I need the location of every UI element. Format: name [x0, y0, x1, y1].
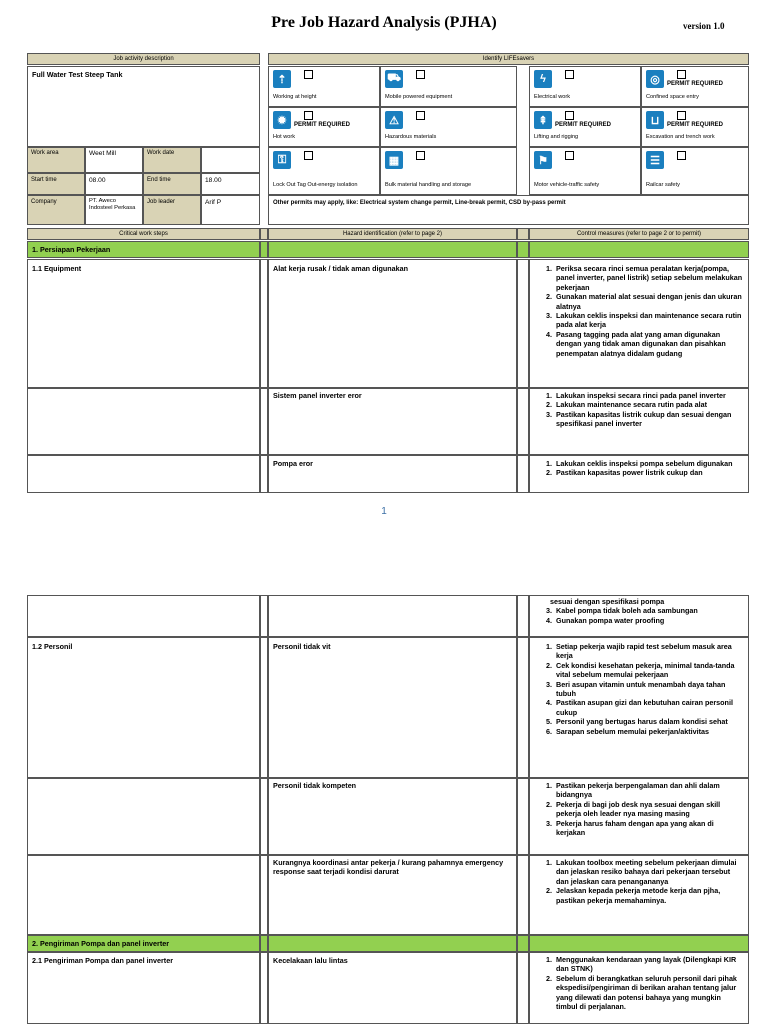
job-leader-label: Job leader [143, 195, 201, 225]
lifesaver-checkbox[interactable] [416, 70, 425, 79]
lifesaver-cell [641, 147, 749, 195]
lifesaver-checkbox[interactable] [677, 151, 686, 160]
control-list-2 [530, 391, 744, 429]
hazard-3: Pompa eror [268, 455, 517, 493]
lifesaver-cell [268, 107, 380, 147]
spacer-cell [260, 259, 268, 388]
work-date-label: Work date [143, 147, 201, 173]
control-item: 2. Lakukan maintenance secara rutin pada alat [554, 400, 744, 409]
spacer-cell [260, 637, 268, 778]
railcar-icon: ☰ [646, 151, 664, 169]
lifesaver-checkbox[interactable] [565, 70, 574, 79]
spacer-cell [260, 455, 268, 493]
spacer-cell [260, 778, 268, 855]
work-date-value [201, 147, 260, 173]
permit-required-label: PERMIT REQUIRED [667, 122, 724, 128]
end-time-label: End time [143, 173, 201, 195]
lifesaver-label: Lock Out Tag Out-energy isolation [273, 182, 358, 188]
control-item: 3. Kabel pompa tidak boleh ada sambungan [554, 606, 744, 615]
hazard-7: Kecelakaan lalu lintas [268, 952, 517, 1024]
control-list-5 [530, 781, 744, 837]
hazard-5: Personil tidak kompeten [268, 778, 517, 855]
document-title: Pre Job Hazard Analysis (PJHA) [271, 14, 497, 31]
section-1-fill [268, 241, 517, 258]
version-label: version 1.0 [683, 21, 725, 31]
control-list-3 [530, 459, 744, 478]
hazard-4: Personil tidak vit [268, 637, 517, 778]
lifesaver-cell [380, 107, 517, 147]
control-list-1 [530, 264, 744, 358]
spacer-cell [517, 952, 529, 1024]
lifesaver-checkbox[interactable] [304, 70, 313, 79]
control-item: 4. Gunakan pompa water proofing [554, 616, 744, 625]
lifesaver-cell [529, 147, 641, 195]
hazmat-icon: ⚠ [385, 111, 403, 129]
control-item: 3. Pastikan kapasitas listrik cukup dan sesuai dengan spesifikasi panel inverter [554, 410, 744, 429]
job-leader-value: Arif P [201, 195, 260, 225]
control-3-continued [529, 595, 749, 637]
control-7 [529, 952, 749, 1024]
lifesaver-checkbox[interactable] [304, 151, 313, 160]
lifesaver-label: Bulk material handling and storage [385, 182, 472, 188]
control-item: 2. Gunakan material alat sesuai dengan jenis dan ukuran alatnya [554, 292, 744, 311]
permit-required-label: PERMIT REQUIRED [294, 122, 351, 128]
step-empty [27, 455, 260, 493]
control-item: 1. Periksa secara rinci semua peralatan kerja(pompa, panel inverter, panel listrik) setiap sebelum melakukan pekerjaan [554, 264, 744, 292]
lifesaver-label: Mobile powered equipment [385, 94, 453, 100]
section-2-title: 2. Pengiriman Pompa dan panel inverter [27, 935, 260, 952]
hazard-1: Alat kerja rusak / tidak aman digunakan [268, 259, 517, 388]
step-1-1: 1.1 Equipment [27, 259, 260, 388]
hotwork-icon: ✹ [273, 111, 291, 129]
control-item: 3. Pekerja harus faham dengan apa yang akan di kerjakan [554, 819, 744, 838]
control-item: 1. Setiap pekerja wajib rapid test sebelum masuk area kerja [554, 642, 744, 661]
control-list-7 [530, 955, 744, 1011]
section-1-title: 1. Persiapan Pekerjaan [27, 241, 260, 258]
hazard-2: Sistem panel inverter eror [268, 388, 517, 455]
lifesaver-checkbox[interactable] [565, 111, 574, 120]
spacer-cell [260, 952, 268, 1024]
spacer-cell [517, 388, 529, 455]
step-1-2: 1.2 Personil [27, 637, 260, 778]
lifesaver-cell [641, 107, 749, 147]
start-time-value: 08.00 [85, 173, 143, 195]
control-list-3b [530, 606, 744, 625]
step-empty [27, 388, 260, 455]
end-time-value: 18.00 [201, 173, 260, 195]
spacer-header [260, 228, 268, 240]
control-item: 1. Lakukan ceklis inspeksi pompa sebelum digunakan [554, 459, 744, 468]
lifesaver-checkbox[interactable] [416, 111, 425, 120]
job-activity-header: Job activity description [27, 53, 260, 65]
lifesaver-label: Confined space entry [646, 94, 699, 100]
control-list-6 [530, 858, 744, 905]
control-item: 1. Pastikan pekerja berpengalaman dan ahli dalam bidangnya [554, 781, 744, 800]
lifesaver-label: Hazardous materials [385, 134, 437, 140]
lifesaver-cell [641, 66, 749, 107]
lifesaver-label: Excavation and trench work [646, 134, 715, 140]
lifesaver-cell [380, 66, 517, 107]
step-empty [27, 595, 260, 637]
hazard-empty [268, 595, 517, 637]
section-1-fill [517, 241, 529, 258]
spacer-cell [517, 637, 529, 778]
traffic-icon: ⚑ [534, 151, 552, 169]
control-item: 2. Pekerja di bagi job desk nya sesuai dengan skill pekerja oleh leader nya masing masing [554, 800, 744, 819]
lifesaver-cell [529, 107, 641, 147]
lifesaver-label: Hot work [273, 134, 296, 140]
lifesaver-checkbox[interactable] [416, 151, 425, 160]
control-item: 1. Lakukan toolbox meeting sebelum pekerjaan dimulai dan jelaskan resiko bahaya dari pekerjaan tersebut dan jelaskan cara penangananya [554, 858, 744, 886]
hazard-6: Kurangnya koordinasi antar pekerja / kurang pahamnya emergency response saat terjadi kondisi darurat [268, 855, 517, 935]
spacer-cell [517, 855, 529, 935]
lifesaver-cell [268, 66, 380, 107]
section-2-fill [260, 935, 268, 952]
other-permits-note: Other permits may apply, like: Electrical system change permit, Line-break permit, CSD by-pass permit [268, 195, 749, 225]
lifesaver-cell [380, 147, 517, 195]
spacer-cell [517, 455, 529, 493]
loto-icon: ⚿ [273, 151, 291, 169]
spacer-header-2 [517, 228, 529, 240]
step-empty [27, 778, 260, 855]
control-item: 2. Jelaskan kepada pekerja metode kerja dan pjha, pastikan pekerja memahaminya. [554, 886, 744, 905]
section-1-fill [529, 241, 749, 258]
company-label: Company [27, 195, 85, 225]
lifesaver-label: Motor vehicle-traffic safety [534, 182, 600, 188]
lifesaver-label: Railcar safety [646, 182, 680, 188]
lifesaver-label: Working at height [273, 94, 317, 100]
control-item: 2. Sebelum di berangkatkan seluruh personil dari pihak ekspedisi/pengiriman di berikan arahan tentang jalur yang dilewati dan potensi bahaya yang mungkin timbul di perjalanan. [554, 974, 744, 1012]
section-2-fill [517, 935, 529, 952]
lifesaver-checkbox[interactable] [677, 111, 686, 120]
control-4 [529, 637, 749, 778]
control-3 [529, 455, 749, 493]
lifesaver-checkbox[interactable] [677, 70, 686, 79]
control-item: 2. Cek kondisi kesehatan pekerja, minimal tanda-tanda vital sebelum memulai pekerjaan [554, 661, 744, 680]
hazard-header: Hazard identification (refer to page 2) [268, 228, 517, 240]
step-2-1: 2.1 Pengiriman Pompa dan panel inverter [27, 952, 260, 1024]
height-icon: ⇡ [273, 70, 291, 88]
work-area-label: Work area [27, 147, 85, 173]
section-2-fill [529, 935, 749, 952]
page-number: 1 [381, 506, 387, 517]
control-1 [529, 259, 749, 388]
lifesaver-label: Lifting and rigging [534, 134, 579, 140]
step-empty [27, 855, 260, 935]
lifesaver-cell [529, 66, 641, 107]
control-3-continued-text: sesuai dengan spesifikasi pompa [550, 597, 665, 606]
control-item: 6. Sarapan sebelum memulai pekerjan/aktivitas [554, 727, 744, 736]
identify-lifesavers-header: Identify LIFEsavers [268, 53, 749, 65]
excavation-icon: ⊔ [646, 111, 664, 129]
control-2 [529, 388, 749, 455]
spacer-cell [260, 595, 268, 637]
electric-icon: ϟ [534, 70, 552, 88]
control-item: 3. Beri asupan vitamin untuk menambah daya tahan tubuh [554, 680, 744, 699]
company-value: PT. Aweco Indosteel Perkasa [85, 195, 143, 225]
control-item: 5. Personil yang bertugas harus dalam kondisi sehat [554, 717, 744, 726]
spacer-cell [517, 595, 529, 637]
spacer-cell [260, 388, 268, 455]
critical-steps-header: Critical work steps [27, 228, 260, 240]
section-1-fill [260, 241, 268, 258]
control-item: 4. Pasang tagging pada alat yang aman digunakan dengan yang tidak aman digunakan dan pisahkan penempatan alatnya didalam gudang [554, 330, 744, 358]
spacer-cell [517, 259, 529, 388]
control-item: 1. Menggunakan kendaraan yang layak (Dilengkapi KIR dan STNK) [554, 955, 744, 974]
permit-required-label: PERMIT REQUIRED [667, 81, 724, 87]
lifesaver-label: Electrical work [534, 94, 571, 100]
control-6 [529, 855, 749, 935]
spacer-cell [260, 855, 268, 935]
control-item: 1. Lakukan inspeksi secara rinci pada panel inverter [554, 391, 744, 400]
control-5 [529, 778, 749, 855]
control-list-4 [530, 642, 744, 736]
job-title: Full Water Test Steep Tank [27, 66, 260, 147]
forklift-icon: ⛟ [385, 70, 403, 88]
control-item: 2. Pastikan kapasitas power listrik cukup dan [554, 468, 744, 477]
control-item: 4. Pastikan asupan gizi dan kebutuhan cairan personil cukup [554, 698, 744, 717]
section-2-fill [268, 935, 517, 952]
control-header: Control measures (refer to page 2 or to permit) [529, 228, 749, 240]
lifesaver-checkbox[interactable] [565, 151, 574, 160]
spacer-cell [517, 778, 529, 855]
lifesaver-checkbox[interactable] [304, 111, 313, 120]
lifting-icon: ⇞ [534, 111, 552, 129]
bulk-icon: ▦ [385, 151, 403, 169]
start-time-label: Start time [27, 173, 85, 195]
confined-icon: ◎ [646, 70, 664, 88]
lifesaver-cell [268, 147, 380, 195]
control-item: 3. Lakukan ceklis inspeksi dan maintenance secara rutin pada alat kerja [554, 311, 744, 330]
permit-required-label: PERMIT REQUIRED [555, 122, 612, 128]
work-area-value: Weet Mill [85, 147, 143, 173]
